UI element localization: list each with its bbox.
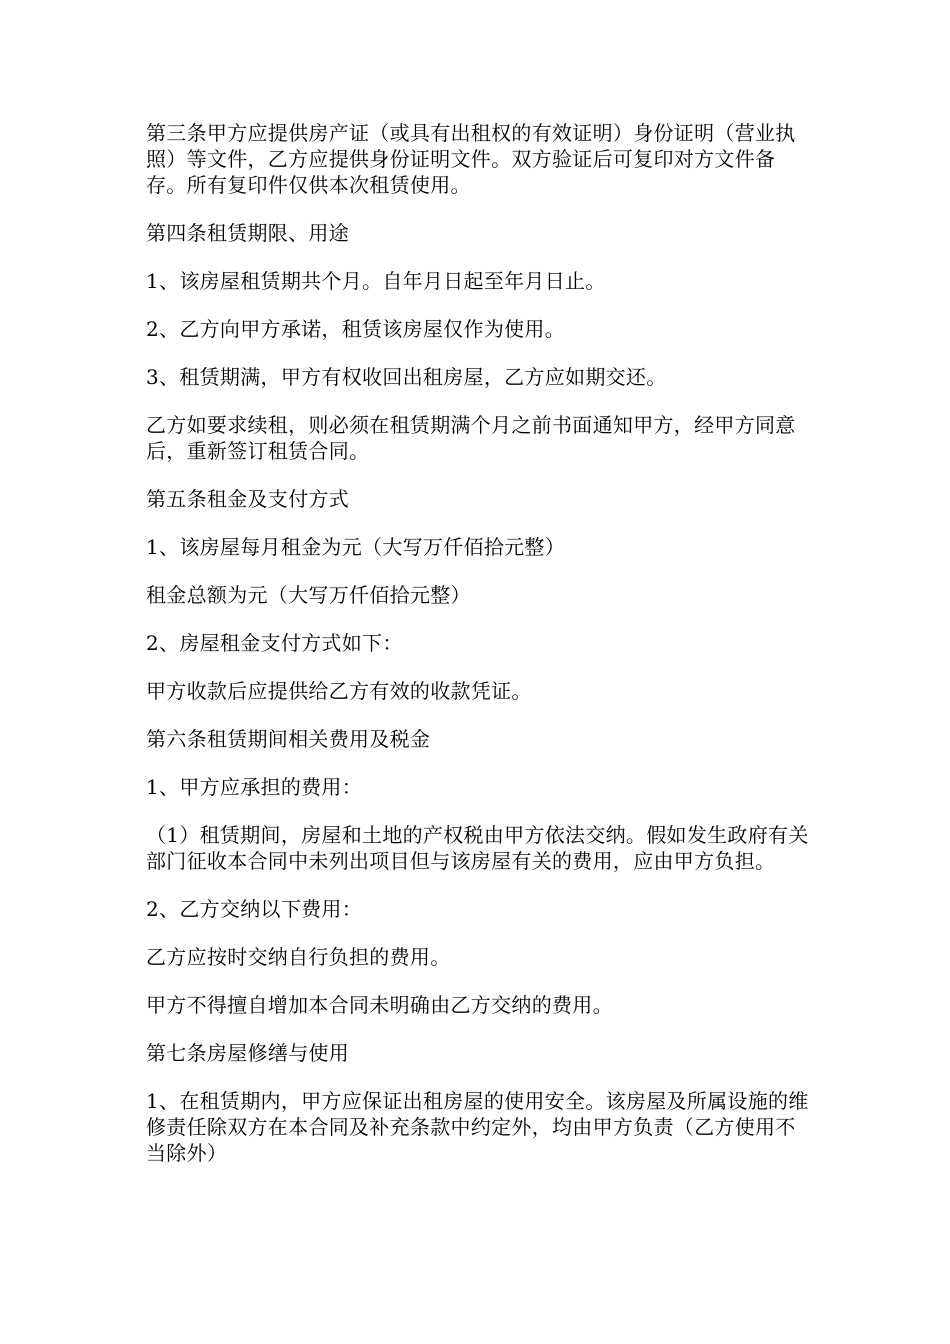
- paragraph-renewal: 乙方如要求续租，则必须在租赁期满个月之前书面通知甲方，经甲方同意后，重新签订租赁合同。: [146, 413, 796, 463]
- paragraph-maintenance: 1、在租赁期内，甲方应保证出租房屋的使用安全。该房屋及所属设施的维修责任除双方在本合同及补充条款中约定外，均由甲方负责（乙方使用不当除外）: [146, 1089, 809, 1165]
- paragraph-party-b-pay-on-time: 乙方应按时交纳自行负担的费用。: [146, 945, 451, 969]
- paragraph-total-rent: 租金总额为元（大写万仟佰拾元整）: [146, 583, 471, 607]
- paragraph-monthly-rent: 1、该房屋每月租金为元（大写万仟佰拾元整）: [146, 535, 566, 559]
- heading-article-7: 第七条房屋修缮与使用: [146, 1041, 349, 1065]
- heading-article-4: 第四条租赁期限、用途: [146, 221, 349, 245]
- paragraph-lease-expiry: 3、租赁期满，甲方有权收回出租房屋，乙方应如期交还。: [146, 365, 667, 389]
- paragraph-lease-usage: 2、乙方向甲方承诺，租赁该房屋仅作为使用。: [146, 317, 566, 341]
- paragraph-article-3: 第三条甲方应提供房产证（或具有出租权的有效证明）身份证明（营业执照）等文件，乙方应提供身份证明文件。双方验证后可复印对方文件备存。所有复印件仅供本次租赁使用。: [146, 121, 796, 197]
- paragraph-payment-method: 2、房屋租金支付方式如下：: [146, 631, 403, 655]
- paragraph-receipt: 甲方收款后应提供给乙方有效的收款凭证。: [146, 679, 532, 703]
- paragraph-party-a-fees: 1、甲方应承担的费用：: [146, 775, 363, 799]
- heading-article-5: 第五条租金及支付方式: [146, 487, 349, 511]
- paragraph-lease-term: 1、该房屋租赁期共个月。自年月日起至年月日止。: [146, 269, 606, 293]
- document-body: [146, 120, 810, 1188]
- paragraph-party-b-fees: 2、乙方交纳以下费用：: [146, 897, 363, 921]
- heading-article-6: 第六条租赁期间相关费用及税金: [146, 727, 431, 751]
- paragraph-no-extra-fees: 甲方不得擅自增加本合同未明确由乙方交纳的费用。: [146, 993, 613, 1017]
- paragraph-property-tax: （1）租赁期间，房屋和土地的产权税由甲方依法交纳。假如发生政府有关部门征收本合同中未列出项目但与该房屋有关的费用，应由甲方负担。: [146, 823, 809, 873]
